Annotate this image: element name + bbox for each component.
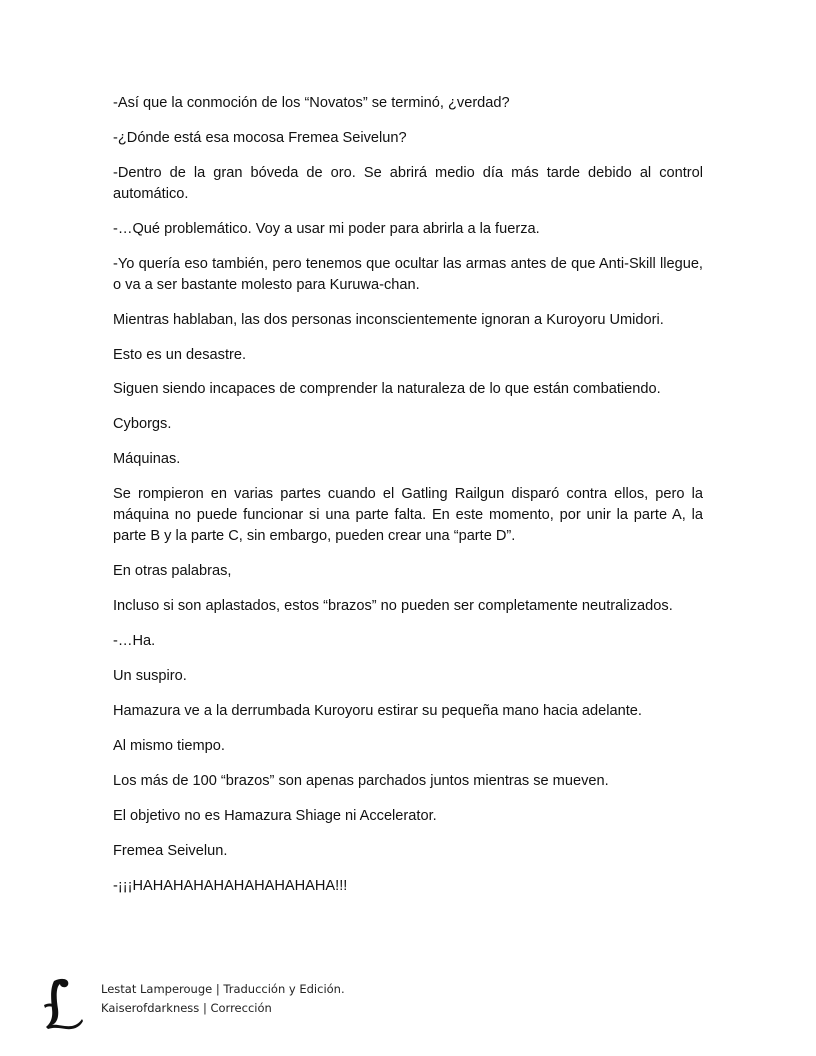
paragraph: Máquinas. — [113, 451, 181, 468]
paragraph: -…Ha. — [113, 632, 156, 649]
paragraph: Un suspiro. — [113, 667, 187, 684]
paragraph: -¿Dónde está esa mocosa Fremea Seivelun? — [113, 129, 407, 146]
paragraph: Incluso si son aplastados, estos “brazos” no pueden ser completamente neutralizados. — [113, 598, 673, 614]
credits — [101, 980, 345, 1018]
body-text — [113, 93, 703, 911]
paragraph: -Así que la conmoción de los “Novatos” se terminó, ¿verdad? — [113, 95, 510, 111]
paragraph: Al mismo tiempo. — [113, 737, 225, 754]
paragraph: Esto es un desastre. — [113, 346, 247, 363]
paragraph: Cyborgs. — [113, 416, 172, 433]
paragraph: Siguen siendo incapaces de comprender la naturaleza de lo que están combatiendo. — [113, 381, 661, 398]
credits-line-translation: Lestat Lamperouge | Traducción y Edición. — [101, 982, 345, 996]
paragraph: Los más de 100 “brazos” son apenas parchados juntos mientras se mueven. — [113, 772, 609, 789]
paragraph: Se rompieron en varias partes cuando el Gatling Railgun disparó contra ellos, pero la máquina no puede funcionar si una parte falta. En este momento, por unir la parte A, la parte B y la parte C, sin embargo, pueden crear una “parte D”. — [113, 486, 703, 545]
paragraph: En otras palabras, — [113, 563, 232, 580]
paragraph: -¡¡¡HAHAHAHAHAHAHAHAHAHA!!! — [113, 877, 348, 894]
paragraph: Mientras hablaban, las dos personas inconscientemente ignoran a Kuroyoru Umidori. — [113, 311, 664, 328]
paragraph: Hamazura ve a la derrumbada Kuroyoru estirar su pequeña mano hacia adelante. — [113, 702, 642, 719]
paragraph: -Yo quería eso también, pero tenemos que ocultar las armas antes de que Anti-Skill llegue, o va a ser bastante molesto para Kuruwa-chan. — [113, 255, 703, 293]
paragraph: -…Qué problemático. Voy a usar mi poder para abrirla a la fuerza. — [113, 220, 540, 237]
paragraph: El objetivo no es Hamazura Shiage ni Accelerator. — [113, 807, 437, 824]
page-footer — [0, 975, 816, 1035]
credits-line-correction: Kaiserofdarkness | Corrección — [101, 1001, 272, 1015]
paragraph: -Dentro de la gran bóveda de oro. Se abrirá medio día más tarde debido al control automático. — [113, 164, 703, 202]
gothic-letter-L-icon — [40, 975, 86, 1031]
paragraph: Fremea Seivelun. — [113, 842, 228, 859]
